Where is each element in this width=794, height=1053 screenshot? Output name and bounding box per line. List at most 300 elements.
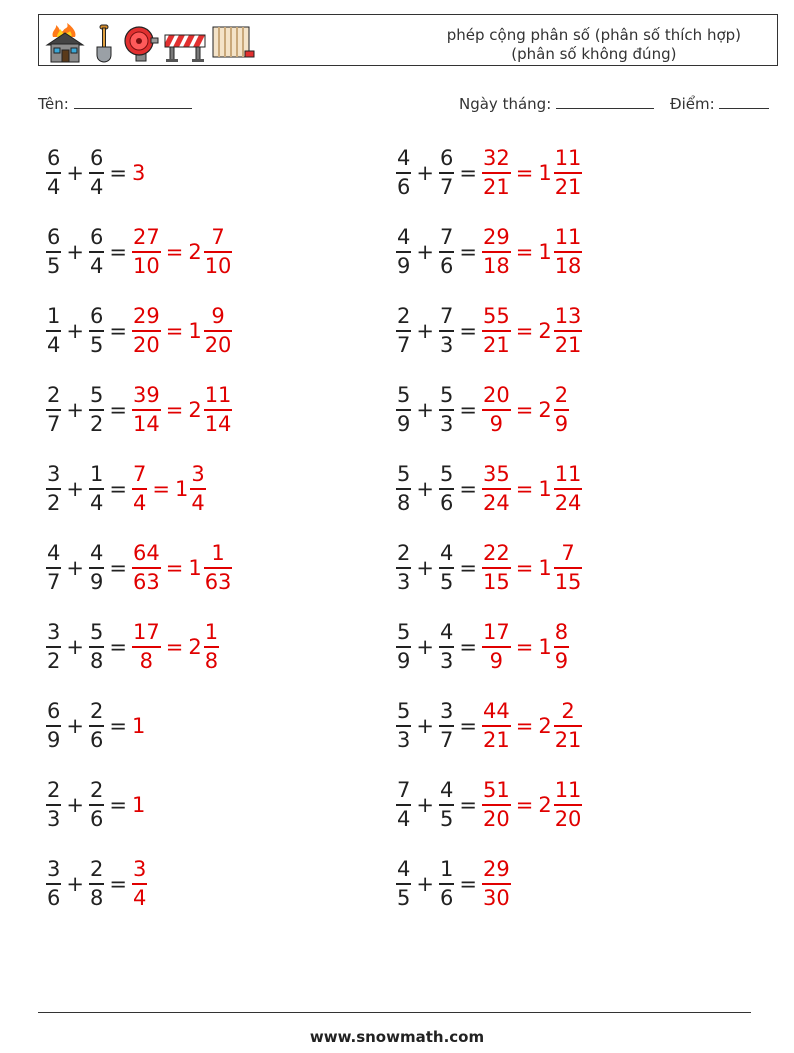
answer-mixed-fraction-numerator: 11 <box>554 225 582 250</box>
addend-2 <box>89 464 104 514</box>
answer <box>132 714 145 738</box>
plus-sign: + <box>66 714 84 738</box>
addend-2 <box>439 701 454 751</box>
answer-mixed-whole: 1 <box>538 161 552 185</box>
answer-mixed-fraction <box>204 385 233 435</box>
answer-mixed-fraction <box>554 622 569 672</box>
addend-1-denominator: 7 <box>397 332 411 357</box>
equals-sign: = <box>109 793 127 817</box>
addend-1-denominator: 6 <box>397 174 411 199</box>
answer <box>482 148 582 198</box>
addend-1-numerator: 4 <box>47 541 61 566</box>
addend-2-numerator: 6 <box>89 225 104 250</box>
answer <box>132 622 219 672</box>
addend-1-denominator: 7 <box>47 411 61 436</box>
answer <box>132 793 145 817</box>
plus-sign: + <box>66 635 84 659</box>
date-blank[interactable] <box>556 94 654 109</box>
plus-sign: + <box>66 872 84 896</box>
answer-improper-numerator: 22 <box>482 541 510 566</box>
answer-mixed-fraction-denominator: 21 <box>554 727 582 752</box>
answer-improper-numerator: 29 <box>482 225 510 250</box>
problem-item <box>396 219 582 285</box>
addend-2-denominator: 4 <box>89 174 104 199</box>
answer-mixed-whole: 1 <box>538 556 552 580</box>
answer-improper-numerator: 20 <box>482 383 510 408</box>
addend-1-denominator: 7 <box>47 569 61 594</box>
answer-improper <box>482 543 511 593</box>
plus-sign: + <box>416 872 434 896</box>
answer-mixed-fraction <box>554 701 583 751</box>
answer-equals-sign: = <box>165 556 184 580</box>
answer <box>482 543 582 593</box>
plus-sign: + <box>66 793 84 817</box>
answer-improper <box>132 227 161 277</box>
equals-sign: = <box>459 714 477 738</box>
answer-improper-numerator: 35 <box>482 462 510 487</box>
equals-sign: = <box>459 872 477 896</box>
name-blank[interactable] <box>74 94 192 109</box>
answer-mixed-fraction <box>554 543 583 593</box>
answer-mixed-fraction <box>554 227 583 277</box>
score-field[interactable] <box>670 94 769 113</box>
equals-sign: = <box>459 161 477 185</box>
problem-item <box>46 456 206 522</box>
answer-equals-sign: = <box>152 477 170 501</box>
answer-mixed-fraction <box>554 148 583 198</box>
equals-sign: = <box>109 398 127 422</box>
answer-improper-numerator: 17 <box>132 620 160 645</box>
answer <box>132 385 232 435</box>
problem-item <box>46 298 232 364</box>
plus-sign: + <box>66 240 84 264</box>
title-line-1: phép cộng phân số (phân số thích hợp) <box>446 26 741 44</box>
answer-mixed-fraction-denominator: 10 <box>204 253 232 278</box>
addend-2 <box>439 306 454 356</box>
answer-improper-denominator: 9 <box>489 411 504 436</box>
answer-mixed-fraction-numerator: 11 <box>554 462 582 487</box>
addend-2-denominator: 3 <box>439 648 454 673</box>
addend-1 <box>396 227 411 277</box>
addend-1 <box>396 385 411 435</box>
answer-fraction <box>482 859 511 909</box>
answer-mixed-fraction-denominator: 4 <box>191 490 205 515</box>
addend-2-denominator: 6 <box>439 253 454 278</box>
plus-sign: + <box>66 398 84 422</box>
addend-2-numerator: 4 <box>439 541 454 566</box>
answer-improper <box>482 464 511 514</box>
answer-mixed-whole: 2 <box>188 398 202 422</box>
addend-1 <box>396 622 411 672</box>
answer-mixed-fraction-denominator: 14 <box>204 411 232 436</box>
answer-improper <box>482 148 511 198</box>
answer-improper-numerator: 17 <box>482 620 510 645</box>
addend-2-numerator: 2 <box>89 699 104 724</box>
answer-mixed-whole: 2 <box>538 793 552 817</box>
answer-mixed-fraction-numerator: 9 <box>211 304 225 329</box>
addend-1-numerator: 1 <box>47 304 61 329</box>
problem-item <box>396 772 582 838</box>
problem-item <box>46 614 219 680</box>
answer-mixed-fraction-numerator: 3 <box>191 462 205 487</box>
addend-2-numerator: 5 <box>439 383 454 408</box>
plus-sign: + <box>416 556 434 580</box>
equals-sign: = <box>109 240 127 264</box>
answer-improper-numerator: 27 <box>132 225 160 250</box>
answer <box>482 622 569 672</box>
addend-2-numerator: 7 <box>439 304 454 329</box>
answer-improper-numerator: 64 <box>132 541 160 566</box>
addend-2-denominator: 7 <box>439 727 454 752</box>
problem-item <box>396 377 569 443</box>
answer-equals-sign: = <box>165 635 184 659</box>
answer-improper-numerator: 39 <box>132 383 160 408</box>
answer-mixed-fraction <box>204 543 233 593</box>
answer <box>132 306 232 356</box>
problem-item <box>46 140 145 206</box>
answer-improper <box>132 622 161 672</box>
problem-item <box>46 772 145 838</box>
answer-mixed-whole: 2 <box>538 319 552 343</box>
addend-1 <box>46 227 61 277</box>
answer <box>132 543 232 593</box>
addend-2-denominator: 5 <box>439 569 454 594</box>
answer-improper-numerator: 55 <box>482 304 510 329</box>
shovel-icon <box>89 23 119 63</box>
answer <box>482 701 582 751</box>
plus-sign: + <box>66 477 84 501</box>
addend-1-numerator: 5 <box>397 462 411 487</box>
addend-2 <box>439 385 454 435</box>
addend-1 <box>46 622 61 672</box>
addend-1 <box>396 859 411 909</box>
addend-2-denominator: 6 <box>439 885 454 910</box>
answer-fraction <box>132 859 147 909</box>
answer <box>132 859 147 909</box>
problem-item <box>396 851 511 917</box>
addend-1-numerator: 4 <box>397 146 411 171</box>
fire-hose-icon <box>211 23 255 63</box>
addend-1-denominator: 9 <box>397 253 411 278</box>
addend-1 <box>46 543 61 593</box>
addend-1-denominator: 9 <box>397 411 411 436</box>
fire-alarm-bell-icon <box>123 23 159 63</box>
plus-sign: + <box>416 793 434 817</box>
header-icons <box>45 19 255 63</box>
addend-2 <box>439 622 454 672</box>
addend-1-denominator: 4 <box>397 806 411 831</box>
answer-improper-numerator: 51 <box>482 778 510 803</box>
answer-improper-denominator: 15 <box>482 569 510 594</box>
plus-sign: + <box>416 161 434 185</box>
addend-2-denominator: 6 <box>89 727 104 752</box>
answer-whole: 1 <box>131 793 146 817</box>
answer-improper-denominator: 21 <box>482 332 510 357</box>
answer-equals-sign: = <box>165 240 184 264</box>
date-field[interactable] <box>459 94 654 113</box>
addend-2-denominator: 9 <box>89 569 104 594</box>
answer-mixed-fraction-numerator: 11 <box>554 146 582 171</box>
addend-1 <box>46 464 61 514</box>
answer-mixed-fraction-numerator: 1 <box>211 541 225 566</box>
addend-1-denominator: 2 <box>47 490 61 515</box>
answer-improper-numerator: 32 <box>482 146 510 171</box>
addend-2-denominator: 6 <box>439 490 454 515</box>
addend-1-denominator: 4 <box>47 174 61 199</box>
name-label: Tên: <box>38 95 69 113</box>
addend-2 <box>89 543 104 593</box>
addend-1-numerator: 4 <box>397 225 411 250</box>
problem-item <box>46 535 232 601</box>
answer-mixed-fraction-numerator: 2 <box>554 383 569 408</box>
equals-sign: = <box>459 240 477 264</box>
answer-mixed-fraction-denominator: 20 <box>204 332 232 357</box>
plus-sign: + <box>416 477 434 501</box>
addend-1-denominator: 5 <box>397 885 411 910</box>
answer-mixed-fraction <box>554 385 569 435</box>
addend-1-numerator: 5 <box>397 620 411 645</box>
road-barrier-icon <box>163 23 207 63</box>
addend-1-numerator: 6 <box>47 146 61 171</box>
answer-mixed-fraction-denominator: 18 <box>554 253 582 278</box>
addend-1 <box>46 859 61 909</box>
title-line-2: (phân số không đúng) <box>511 45 677 63</box>
problem-item <box>46 851 147 917</box>
addend-2-denominator: 8 <box>89 885 104 910</box>
answer-mixed-fraction-denominator: 9 <box>554 648 569 673</box>
problem-item <box>396 535 582 601</box>
addend-1-numerator: 2 <box>47 778 61 803</box>
answer-improper-denominator: 21 <box>482 174 510 199</box>
answer <box>132 227 232 277</box>
addend-2 <box>89 227 104 277</box>
addend-1-denominator: 3 <box>397 727 411 752</box>
plus-sign: + <box>416 319 434 343</box>
problem-item <box>46 377 232 443</box>
problem-item <box>396 140 582 206</box>
answer-improper <box>132 464 147 514</box>
addend-2-numerator: 1 <box>89 462 104 487</box>
addend-1-numerator: 2 <box>397 541 411 566</box>
date-label: Ngày tháng: <box>459 95 552 113</box>
addend-1-numerator: 3 <box>47 857 61 882</box>
worksheet-title <box>447 26 741 64</box>
addend-2-numerator: 4 <box>439 778 454 803</box>
problem-item <box>46 219 232 285</box>
addend-2-numerator: 6 <box>89 146 104 171</box>
addend-2-denominator: 2 <box>89 411 104 436</box>
answer <box>482 780 582 830</box>
answer-mixed-whole: 2 <box>188 240 202 264</box>
addend-1 <box>396 701 411 751</box>
name-field[interactable] <box>38 94 192 113</box>
problem-item <box>396 693 582 759</box>
answer-mixed-fraction-denominator: 24 <box>554 490 582 515</box>
answer-mixed-fraction-denominator: 21 <box>554 174 582 199</box>
answer-mixed-fraction-numerator: 8 <box>554 620 569 645</box>
addend-2-denominator: 3 <box>439 411 454 436</box>
answer-mixed-fraction-numerator: 13 <box>554 304 582 329</box>
addend-1-numerator: 6 <box>47 699 61 724</box>
footer-url[interactable]: www.snowmath.com <box>309 1028 485 1046</box>
answer-whole: 1 <box>131 714 146 738</box>
answer-mixed-fraction <box>204 622 219 672</box>
addend-2-numerator: 2 <box>89 778 104 803</box>
answer-mixed-fraction-numerator: 7 <box>561 541 575 566</box>
addend-1-numerator: 5 <box>397 699 411 724</box>
addend-2-numerator: 1 <box>439 857 454 882</box>
burning-house-icon <box>45 23 85 63</box>
addend-1-numerator: 6 <box>47 225 61 250</box>
answer-improper <box>482 227 511 277</box>
equals-sign: = <box>459 477 477 501</box>
addend-1 <box>46 306 61 356</box>
answer-mixed-fraction <box>554 306 583 356</box>
addend-2 <box>439 859 454 909</box>
score-label: Điểm: <box>670 95 715 113</box>
answer-equals-sign: = <box>165 398 184 422</box>
plus-sign: + <box>66 556 84 580</box>
addend-1-denominator: 9 <box>397 648 411 673</box>
addend-2-denominator: 8 <box>89 648 104 673</box>
answer-improper-denominator: 14 <box>132 411 160 436</box>
addend-2 <box>89 622 104 672</box>
score-blank[interactable] <box>719 94 769 109</box>
equals-sign: = <box>459 793 477 817</box>
problem-item <box>396 614 569 680</box>
addend-1-denominator: 2 <box>47 648 61 673</box>
answer-improper-denominator: 8 <box>139 648 154 673</box>
answer-fraction-numerator: 29 <box>482 857 510 882</box>
answer-mixed-whole: 1 <box>188 319 202 343</box>
worksheet-header <box>38 14 778 66</box>
answer-mixed-fraction-denominator: 8 <box>204 648 219 673</box>
answer-mixed-whole: 1 <box>188 556 202 580</box>
answer-whole: 3 <box>131 161 146 185</box>
answer-mixed-fraction <box>554 780 583 830</box>
plus-sign: + <box>66 319 84 343</box>
answer-equals-sign: = <box>515 477 534 501</box>
addend-2-numerator: 5 <box>439 462 454 487</box>
answer-improper-denominator: 4 <box>132 490 147 515</box>
answer-improper-denominator: 20 <box>482 806 510 831</box>
addend-2-denominator: 4 <box>89 253 104 278</box>
answer-improper-numerator: 44 <box>482 699 510 724</box>
answer-improper <box>132 306 161 356</box>
answer-improper <box>482 780 511 830</box>
answer-equals-sign: = <box>165 319 184 343</box>
addend-1-numerator: 2 <box>47 383 61 408</box>
addend-1-denominator: 8 <box>397 490 411 515</box>
answer-improper-denominator: 20 <box>132 332 160 357</box>
answer <box>482 227 582 277</box>
answer <box>132 464 206 514</box>
addend-2-denominator: 4 <box>89 490 104 515</box>
equals-sign: = <box>109 635 127 659</box>
equals-sign: = <box>109 161 127 185</box>
answer <box>482 385 569 435</box>
addend-2-numerator: 4 <box>89 541 104 566</box>
answer-mixed-fraction-denominator: 63 <box>204 569 232 594</box>
answer-improper <box>132 385 161 435</box>
answer-equals-sign: = <box>515 161 534 185</box>
plus-sign: + <box>416 398 434 422</box>
addend-2 <box>439 543 454 593</box>
equals-sign: = <box>459 556 477 580</box>
addend-1-numerator: 3 <box>47 462 61 487</box>
addend-2-denominator: 6 <box>89 806 104 831</box>
addend-1-denominator: 3 <box>47 806 61 831</box>
answer-mixed-whole: 1 <box>538 635 552 659</box>
addend-2 <box>439 227 454 277</box>
addend-2 <box>439 464 454 514</box>
problem-item <box>396 456 582 522</box>
addend-2 <box>439 148 454 198</box>
plus-sign: + <box>416 240 434 264</box>
addend-1 <box>396 543 411 593</box>
addend-1 <box>396 306 411 356</box>
answer-mixed-fraction-numerator: 2 <box>561 699 575 724</box>
equals-sign: = <box>109 319 127 343</box>
addend-2-denominator: 5 <box>439 806 454 831</box>
plus-sign: + <box>416 714 434 738</box>
answer <box>482 859 511 909</box>
addend-2-numerator: 4 <box>439 620 454 645</box>
answer-mixed-fraction-numerator: 7 <box>211 225 225 250</box>
addend-1 <box>396 780 411 830</box>
addend-1-numerator: 3 <box>47 620 61 645</box>
answer <box>482 306 582 356</box>
answer-fraction-numerator: 3 <box>132 857 147 882</box>
addend-2 <box>89 148 104 198</box>
answer-equals-sign: = <box>515 714 534 738</box>
answer-mixed-fraction <box>204 227 233 277</box>
answer-mixed-fraction-numerator: 11 <box>204 383 232 408</box>
addend-2-denominator: 3 <box>439 332 454 357</box>
answer-improper <box>482 622 511 672</box>
equals-sign: = <box>459 319 477 343</box>
addend-2-denominator: 7 <box>439 174 454 199</box>
answer <box>132 161 145 185</box>
answer-improper-denominator: 21 <box>482 727 510 752</box>
answer-equals-sign: = <box>515 556 534 580</box>
addend-1 <box>46 148 61 198</box>
addend-2-numerator: 6 <box>439 146 454 171</box>
addend-1 <box>46 701 61 751</box>
answer-mixed-fraction-numerator: 1 <box>204 620 219 645</box>
answer-mixed-fraction-denominator: 9 <box>554 411 569 436</box>
plus-sign: + <box>416 635 434 659</box>
equals-sign: = <box>109 714 127 738</box>
answer-improper <box>132 543 161 593</box>
addend-1 <box>396 464 411 514</box>
answer-mixed-whole: 1 <box>538 240 552 264</box>
answer-mixed-fraction <box>190 464 205 514</box>
addend-1 <box>46 780 61 830</box>
answer-fraction-denominator: 30 <box>482 885 510 910</box>
answer-mixed-fraction <box>554 464 583 514</box>
answer-mixed-fraction-denominator: 20 <box>554 806 582 831</box>
answer-equals-sign: = <box>515 793 534 817</box>
answer-improper-denominator: 10 <box>132 253 160 278</box>
addend-2-numerator: 3 <box>439 699 454 724</box>
addend-1-denominator: 3 <box>397 569 411 594</box>
answer-improper-denominator: 63 <box>132 569 160 594</box>
addend-2 <box>89 701 104 751</box>
answer-improper <box>482 385 511 435</box>
addend-2 <box>439 780 454 830</box>
answer-mixed-whole: 2 <box>188 635 202 659</box>
